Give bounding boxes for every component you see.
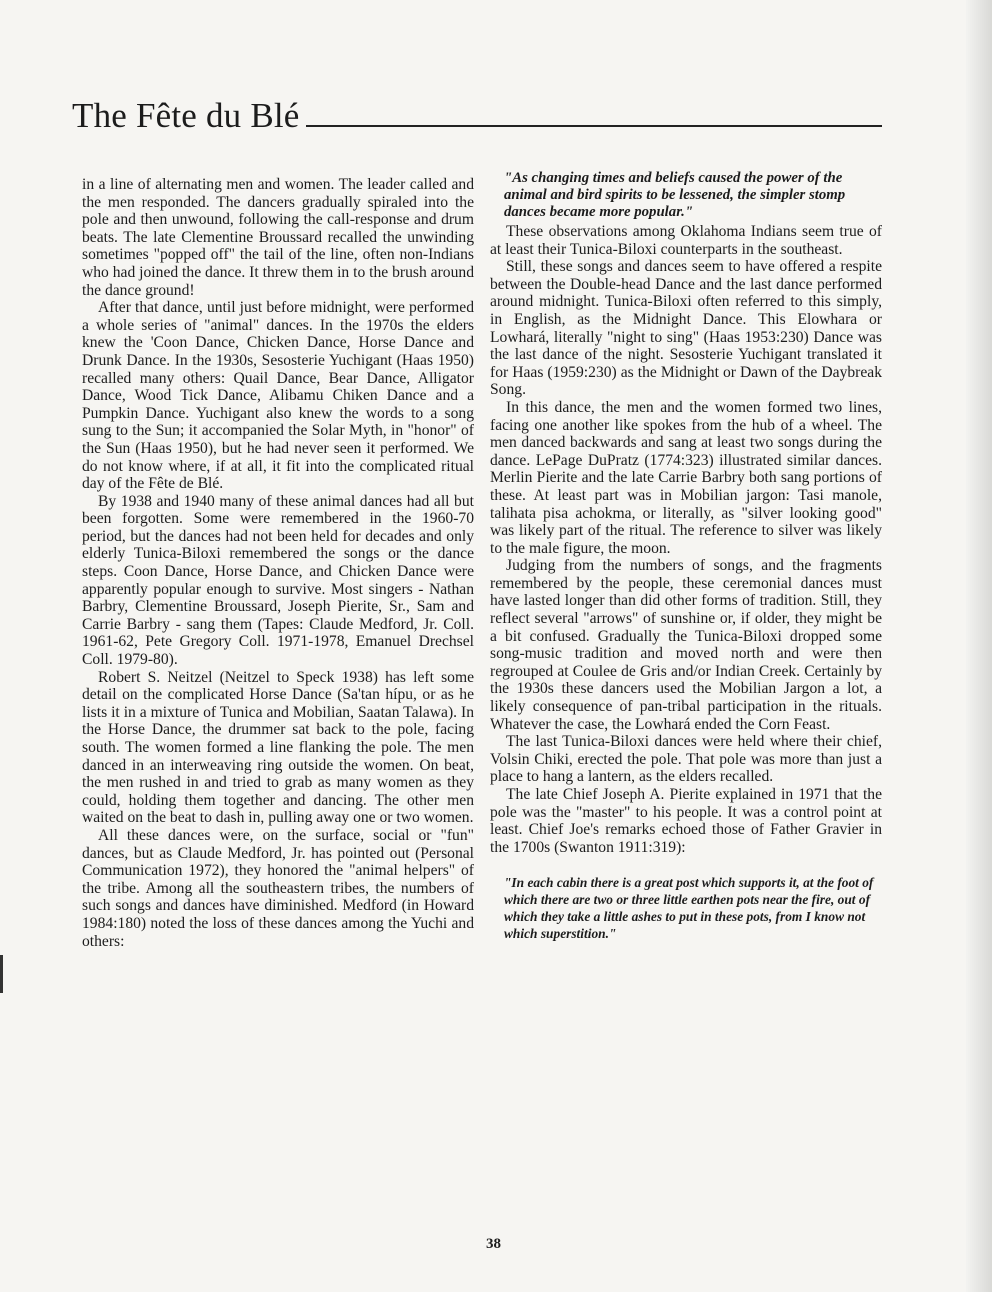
paragraph: in a line of alternating men and women. The leader called and the men responded. The dancers gradually spiraled into the pole and then unwound, following the call-response and drum beats. The late Clementine Broussard recalled the unwinding sometimes "popped off" the tail of the line, often non-Indians who had joined the dance. It threw them in to the brush around the dance ground! xyxy=(82,176,474,299)
paragraph: The late Chief Joseph A. Pierite explained in 1971 that the pole was the "master" to his people. It was a control point at least. Chief Joe's remarks echoed those of Father Gravier in the 1700s (Swanton 1911:319): xyxy=(490,786,882,856)
paragraph: These observations among Oklahoma Indians seem true of at least their Tunica-Biloxi counterparts in the southeast. xyxy=(490,223,882,258)
paragraph: All these dances were, on the surface, social or "fun" dances, but as Claude Medford, Jr. has pointed out (Personal Communication 1972), they honored the "animal helpers" of the tribe. Among all the southeastern tribes, the numbers of such songs and dances have diminished. Medford (in Howard 1984:180) noted the loss of these dances among the Yuchi and others: xyxy=(82,826,474,950)
paragraph: Robert S. Neitzel (Neitzel to Speck 1938) has left some detail on the complicated Horse Dance (Sa'tan hípu, or as he lists it in a mixture of Tunica and Mobilian, Saatan Talawa). In the Horse Dance, the drummer sat back to the pole, facing south. The women formed a line flanking the pole. The men danced in an interweaving ring outside the women. On beat, the men rushed in and tried to grab as many women as they could, holding them together and dancing. The other men waited on the beat to dash in, pulling away one or two women. xyxy=(82,668,474,827)
paragraph: The last Tunica-Biloxi dances were held where their chief, Volsin Chiki, erected the pole. That pole was more than just a place to hang a lantern, as the elders recalled. xyxy=(490,733,882,786)
left-column xyxy=(82,176,474,950)
right-column xyxy=(490,170,882,942)
pull-quote: "As changing times and beliefs caused the power of the animal and bird spirits to be lessened, the simpler stomp dances became more popular." xyxy=(504,170,846,220)
paragraph: In this dance, the men and the women formed two lines, facing one another like spokes from the hub of a wheel. The men danced backwards and sang at least two songs during the dance. LePage DuPratz (1774:323) illustrated similar dances. Merlin Pierite and the late Carrie Barbry both sang portions of these. At least part was in Mobilian jargon: Tasi manole, talihata pisa achokma, or literally, as "silver looking good" was likely part of the ritual. The reference to silver was likely to the male figure, the moon. xyxy=(490,398,882,557)
page-header xyxy=(72,88,882,136)
paragraph: By 1938 and 1940 many of these animal dances had all but been forgotten. Some were remembered in the 1960-70 period, but the dances had not been held for decades and only elderly Tunica-Biloxi remembered the songs or the dance steps. Coon Dance, Horse Dance, and Chicken Dance were apparently popular enough to survive. Most singers - Nathan Barbry, Clementine Broussard, Joseph Pierite, Sr., Sam and Carrie Barbry - sang them (Tapes: Claude Medford, Jr. Coll. 1961-62, Pete Gregory Coll. 1971-1978, Emanuel Drechsel Coll. 1979-80). xyxy=(82,492,474,669)
margin-mark xyxy=(0,955,3,993)
page-number: 38 xyxy=(486,1236,501,1252)
block-quote: "In each cabin there is a great post which supports it, at the foot of which there are two or three little earthen pots near the fire, out of which they take a little ashes to put in these pots, from I know not which superstition." xyxy=(504,875,874,942)
paragraph: Judging from the numbers of songs, and the fragments remembered by the people, these ceremonial dances must have lasted longer than did other forms of tradition. Still, they reflect several "arrows" of sunshine or, if older, they might be a bit confused. Gradually the Tunica-Biloxi dropped some song-music tradition and moved north and were then regrouped at Coulee de Gris and/or Indian Creek. Certainly by the 1930s these dancers used the Mobilian Jargon a lot, a likely consequence of pan-tribal participation in the rituals. Whatever the case, the Lowhará ended the Corn Feast. xyxy=(490,557,882,733)
paragraph: After that dance, until just before midnight, were performed a whole series of "animal" dances. In the 1970s the elders knew the 'Coon Dance, Chicken Dance, Horse Dance and Drunk Dance. In the 1930s, Sesosterie Yuchigant (Haas 1950) recalled many others: Quail Dance, Bear Dance, Alligator Dance, Wood Tick Dance, Alibamu Chiken Dance and a Pumpkin Dance. Yuchigant also knew the words to a song sung to the Sun; it accompanied the Solar Myth, in "honor" of the Sun (Haas 1950), but he had never seen it performed. We do not know where, if at all, it fit into the complicated ritual day of the Fête de Blé. xyxy=(82,299,474,493)
page-gutter-shadow xyxy=(966,0,992,1292)
page-title: The Fête du Blé xyxy=(72,96,300,135)
title-rule xyxy=(306,125,882,127)
paragraph: Still, these songs and dances seem to have offered a respite between the Double-head Dance and the last dance performed around midnight. Tunica-Biloxi often referred to this simply, in English, as the Midnight Dance. This Elowhara or Lowhará, literally "night to sing" (Haas 1953:230) Dance was the last dance of the night. Sesosterie Yuchigant translated it for Haas (1959:230) as the Midnight or Dawn of the Daybreak Song. xyxy=(490,258,882,399)
